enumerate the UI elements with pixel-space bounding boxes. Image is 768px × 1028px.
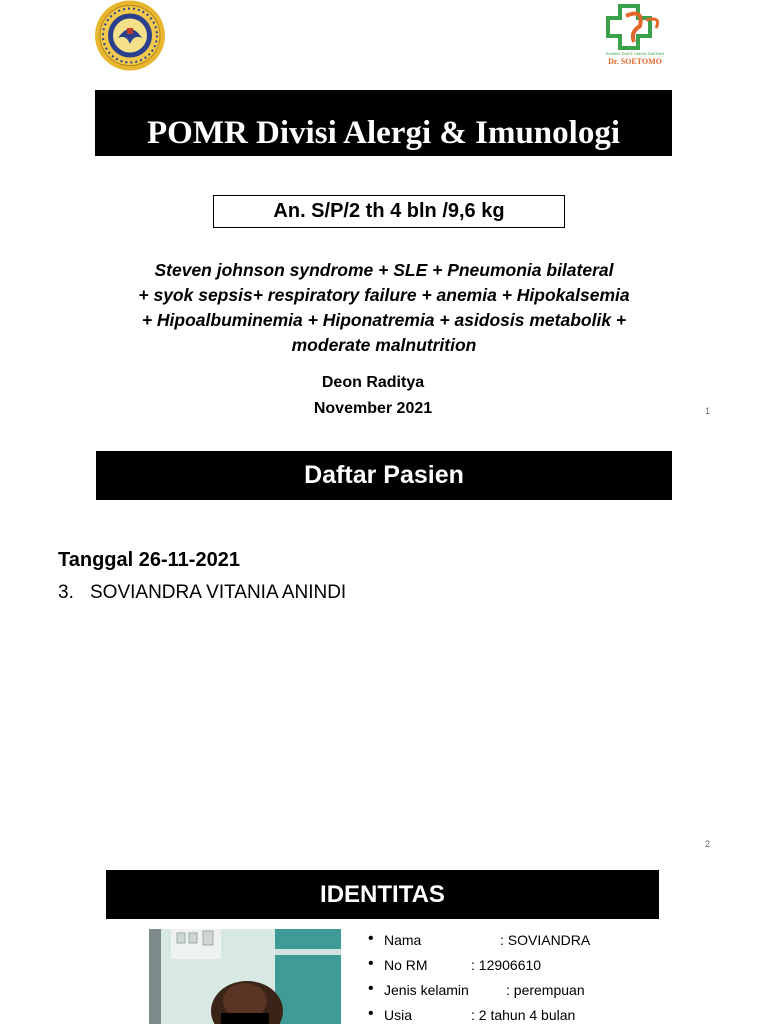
list-item-number: 3. bbox=[58, 582, 74, 603]
identity-item bbox=[368, 1003, 688, 1028]
identity-title: IDENTITAS bbox=[106, 870, 659, 919]
identity-label: • No RM bbox=[384, 957, 428, 973]
diagnosis-line: + syok sepsis+ respiratory failure + anemia + Hipokalsemia bbox=[138, 285, 630, 305]
hospital-logo bbox=[604, 2, 666, 68]
identity-value: : 2 tahun 4 bulan bbox=[471, 1007, 576, 1023]
hospital-logo-small-text: RUMAH SAKIT UMUM DAERAH bbox=[605, 51, 665, 56]
patient-list-title: Daftar Pasien bbox=[96, 451, 672, 500]
author-name: Deon Raditya bbox=[321, 374, 425, 391]
presentation-date: November 2021 bbox=[313, 400, 433, 417]
identity-item bbox=[368, 978, 688, 1003]
list-item bbox=[58, 582, 346, 604]
university-seal-logo bbox=[94, 0, 166, 71]
identity-list bbox=[368, 928, 688, 1028]
diagnosis-line: moderate malnutrition bbox=[291, 335, 477, 355]
diagnosis-text bbox=[100, 258, 668, 358]
page-number: 2 bbox=[705, 839, 711, 849]
identity-value: : SOVIANDRA bbox=[500, 932, 591, 948]
page-number: 1 bbox=[705, 406, 711, 416]
presentation-title: POMR Divisi Alergi & Imunologi bbox=[95, 90, 672, 156]
list-item-patient-name: SOVIANDRA VITANIA ANINDI bbox=[90, 582, 347, 603]
identity-item bbox=[368, 928, 688, 953]
patient-photo bbox=[149, 929, 341, 1024]
identity-item bbox=[368, 953, 688, 978]
hospital-logo-text: Dr. SOETOMO bbox=[608, 57, 662, 66]
identity-label: • Usia bbox=[384, 1007, 413, 1023]
identity-value: : 12906610 bbox=[471, 957, 542, 973]
identity-value: : perempuan bbox=[506, 982, 585, 998]
patient-summary-box: An. S/P/2 th 4 bln /9,6 kg bbox=[213, 195, 565, 228]
list-date: Tanggal 26-11-2021 bbox=[58, 549, 240, 571]
diagnosis-line: + Hipoalbuminemia + Hiponatremia + asidosis metabolik + bbox=[141, 310, 627, 330]
diagnosis-line: Steven johnson syndrome + SLE + Pneumonia bilateral bbox=[154, 260, 614, 280]
identity-label: • Jenis kelamin bbox=[384, 982, 469, 998]
identity-label: • Nama bbox=[384, 932, 422, 948]
